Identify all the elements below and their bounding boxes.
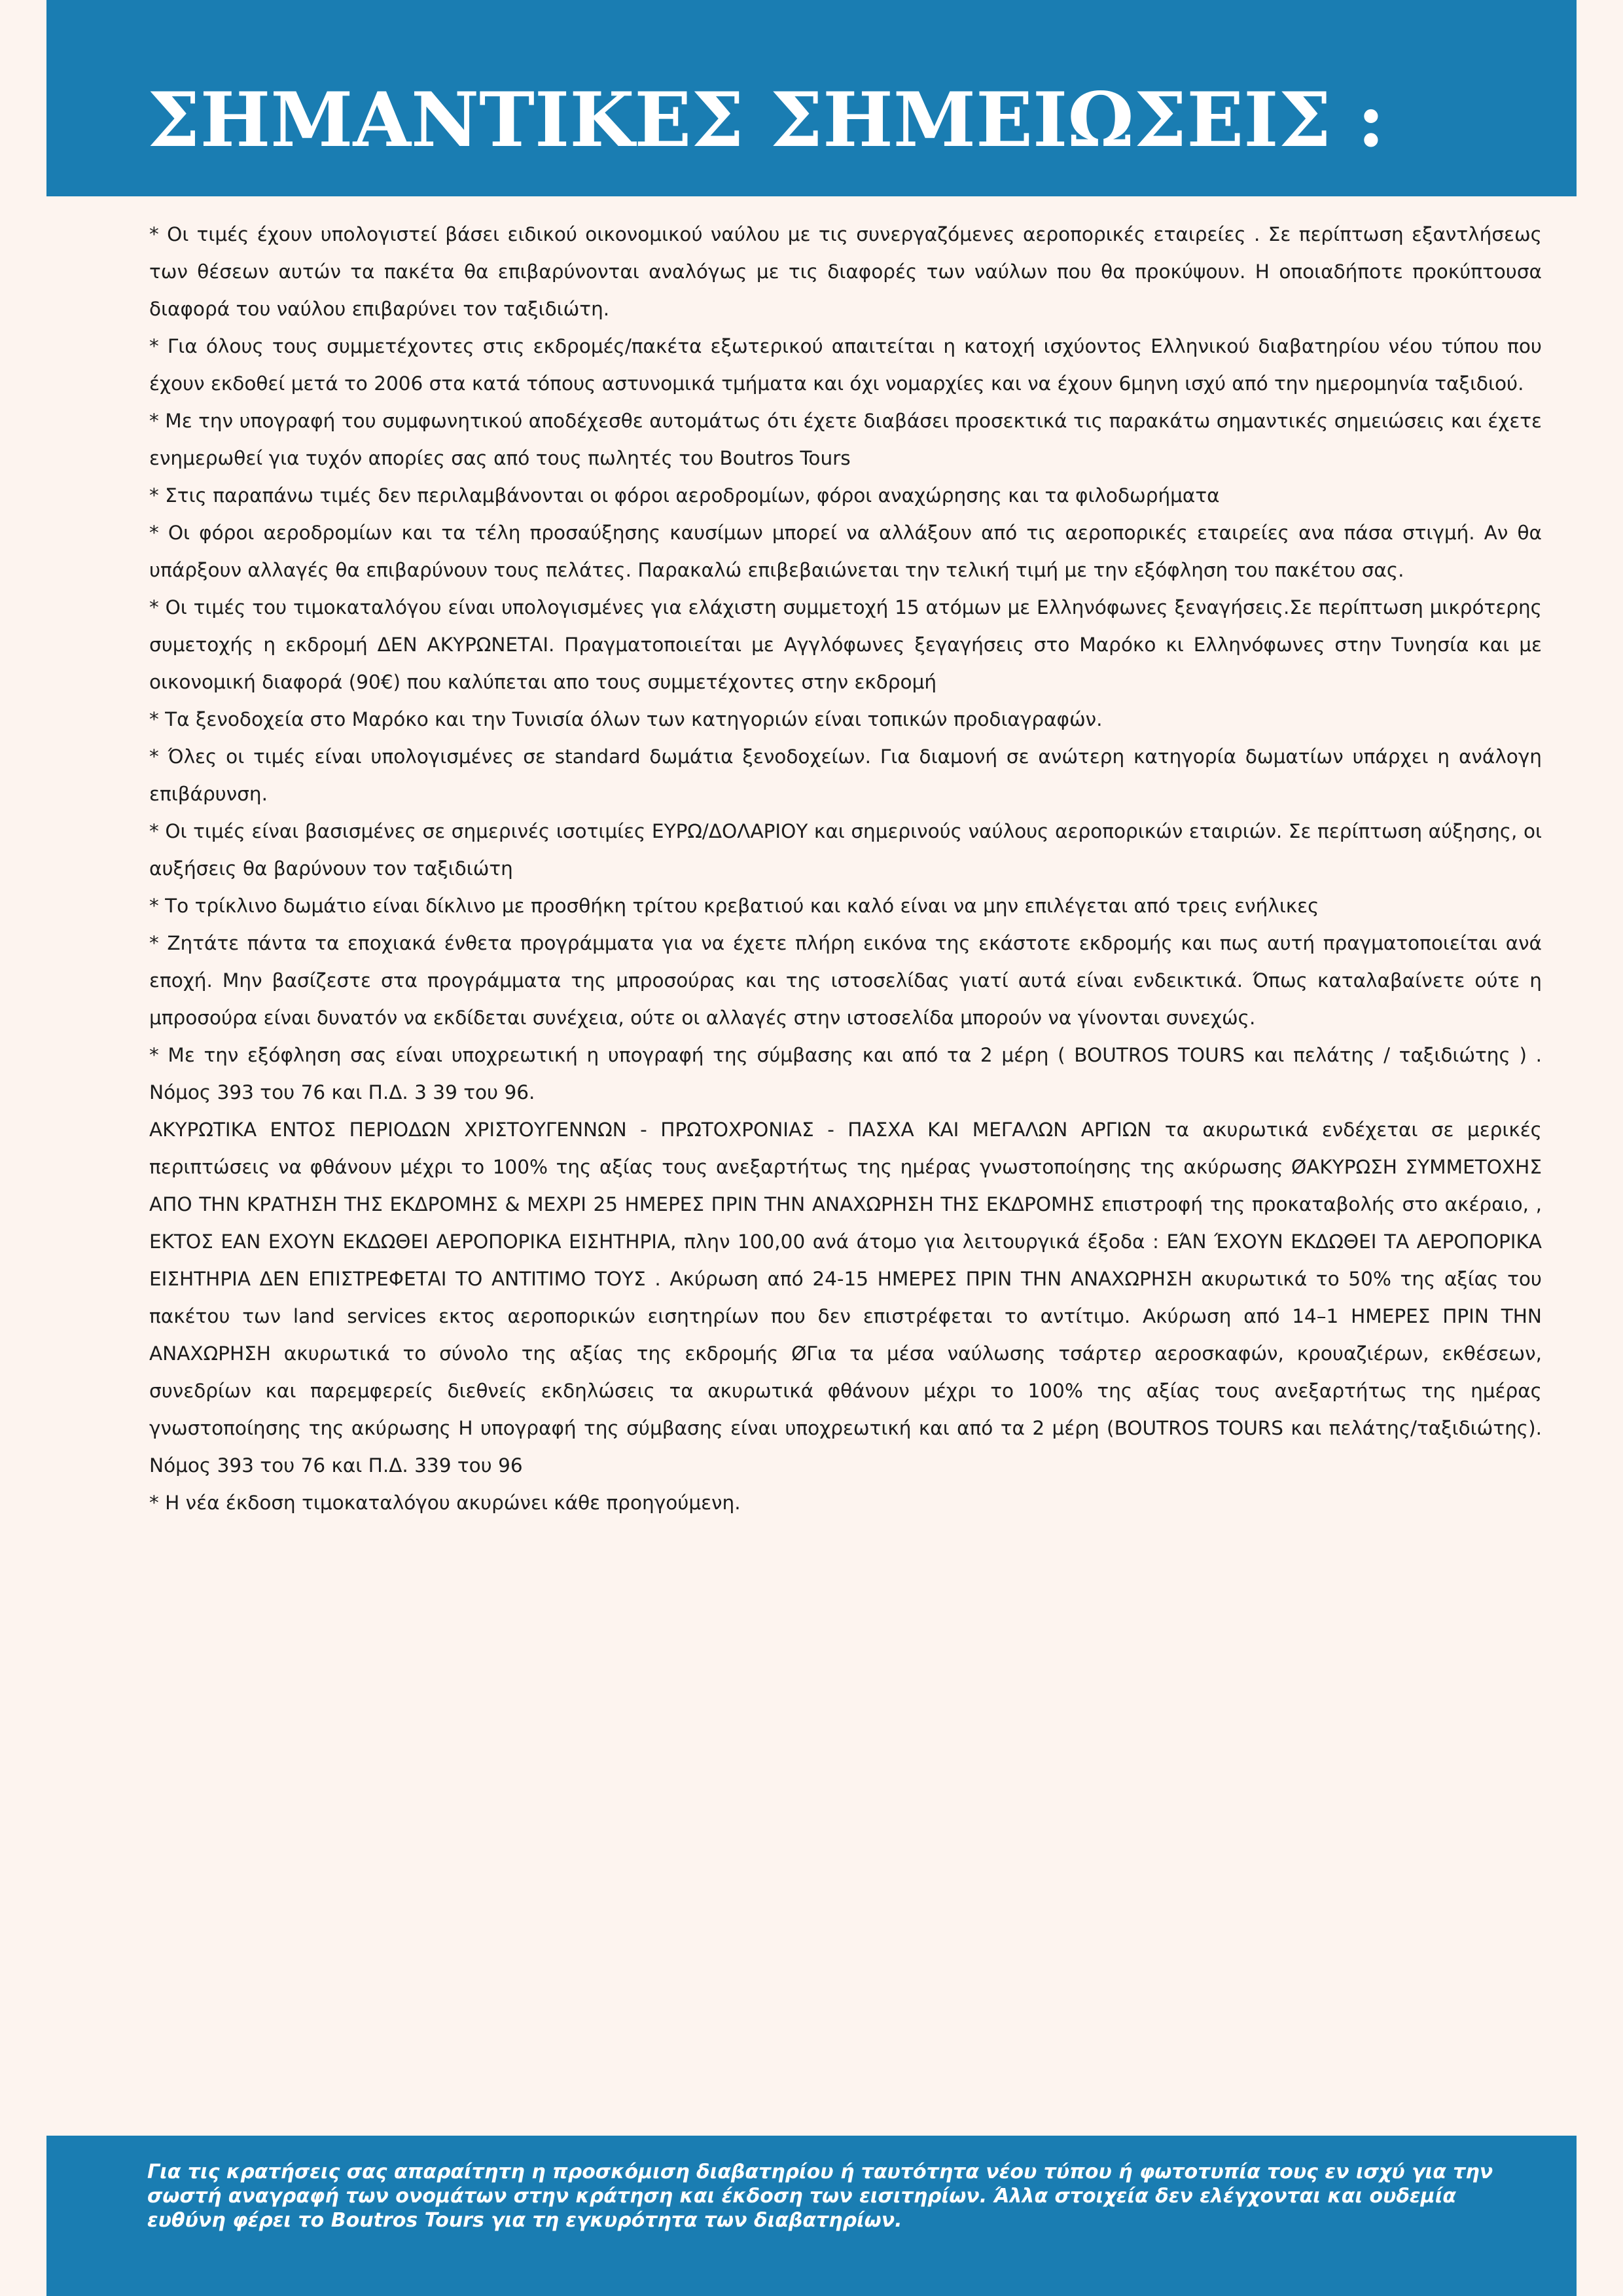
note-new-catalog: * Η νέα έκδοση τιμοκαταλόγου ακυρώνει κάθε προηγούμενη. [149,1492,741,1514]
note-triple-room: * Το τρίκλινο δωμάτιο είναι δίκλινο με προσθήκη τρίτου κρεβατιού και καλό είναι να μην επιλέγεται από τρεις ενήλικες [149,895,1319,917]
note-taxes-not-included: * Στις παραπάνω τιμές δεν περιλαμβάνονται οι φόροι αεροδρομίων, φόροι αναχώρησης και τα φιλοδωρήματα [149,484,1220,507]
note-contract-signature: * Με την εξόφληση σας είναι υποχρεωτική η υπογραφή της σύμβασης και από τα 2 μέρη ( BOUTROS TOURS και πελάτης / ταξιδιώτης ) . Νόμος 393 του 76 και Π.Δ. 3 39 του 96. [149,1044,1542,1103]
note-seasonal-programs: * Ζητάτε πάντα τα εποχιακά ένθετα προγράμματα για να έχετε πλήρη εικόνα της εκάστοτε εκδρομής και πως αυτή πραγματοποιείται ανά εποχή. Μην βασίζεστε στα προγράμματα της μπροσούρας και της ιστοσελίδας γιατί αυτά είναι ενδεικτικά. Όπως καταλαβαίνετε ούτε η μπροσούρα είναι δυνατόν να εκδίδεται συνέχεια, ούτε οι αλλαγές στην ιστοσελίδα μπορούν να γίνονται συνεχώς. [149,932,1542,1029]
note-fuel-surcharge: * Οι φόροι αεροδρομίων και τα τέλη προσαύξησης καυσίμων μπορεί να αλλάξουν από τις αεροπορικές εταιρείες ανα πάσα στιγμή. Αν θα υπάρξουν αλλαγές θα επιβαρύνουν τους πελάτες. Παρακαλώ επιβεβαιώνεται την τελική τιμή με την εξόφληση του πακέτου σας. [149,522,1542,581]
note-passport-requirement: * Για όλους τους συμμετέχοντες στις εκδρομές/πακέτα εξωτερικού απαιτείται η κατοχή ισχύοντος Ελληνικού διαβατηρίου νέου τύπου που έχουν εκδοθεί μετά το 2006 στα κατά τόπους αστυνομικά τμήματα και όχι νομαρχίες και να έχουν 6μηνη ισχύ από την ημερομηνία ταξιδιού. [149,335,1542,395]
note-standard-rooms: * Όλες οι τιμές είναι υπολογισμένες σε standard δωμάτια ξενοδοχείων. Για διαμονή σε ανώτερη κατηγορία δωματίων υπάρχει η ανάλογη επιβάρυνση. [149,745,1542,805]
note-fare-pricing: * Οι τιμές έχουν υπολογιστεί βάσει ειδικού οικονομικού ναύλου με τις συνεργαζόμενες αεροπορικές εταιρείες . Σε περίπτωση εξαντλήσεως των θέσεων αυτών τα πακέτα θα επιβαρύνονται αναλόγως με τις διαφορές των ναύλων που θα προκύψουν. Η οποιαδήποτε προκύπτουσα διαφορά του ναύλου επιβαρύνει τον ταξιδιώτη. [149,223,1542,320]
note-cancellation-policy: ΑΚΥΡΩΤΙΚΑ ΕΝΤΟΣ ΠΕΡΙΟΔΩΝ ΧΡΙΣΤΟΥΓΕΝΝΩΝ - ΠΡΩΤΟΧΡΟΝΙΑΣ - ΠΑΣΧΑ ΚΑΙ ΜΕΓΑΛΩΝ ΑΡΓΙΩΝ τα ακυρωτικά ενδέχεται σε μερικές περιπτώσεις να φθάνουν μέχρι το 100% της αξίας τους ανεξαρτήτως της ημέρας γνωστοποίησης της ακύρωσης ØΑΚΥΡΩΣΗ ΣΥΜΜΕΤΟΧΗΣ ΑΠΟ ΤΗΝ ΚΡΑΤΗΣΗ ΤΗΣ ΕΚΔΡΟΜΗΣ & ΜΕΧΡΙ 25 ΗΜΕΡΕΣ ΠΡΙΝ ΤΗΝ ΑΝΑΧΩΡΗΣΗ ΤΗΣ ΕΚΔΡΟΜΗΣ επιστροφή της προκαταβολής στο ακέραιο, , ΕΚΤΟΣ ΕΑΝ ΕΧΟΥΝ ΕΚΔΩΘΕΙ ΑΕΡΟΠΟΡΙΚΑ ΕΙΣΗΤΗΡΙΑ, πλην 100,00 ανά άτομο για λειτουργικά έξοδα : ΕΆΝ ΈΧΟΥΝ ΕΚΔΩΘΕΙ ΤΑ ΑΕΡΟΠΟΡΙΚΑ ΕΙΣΗΤΗΡΙΑ ΔΕΝ ΕΠΙΣΤΡΕΦΕΤΑΙ ΤΟ ΑΝΤΙΤΙΜΟ ΤΟΥΣ . Ακύρωση από 24-15 ΗΜΕΡΕΣ ΠΡΙΝ ΤΗΝ ΑΝΑΧΩΡΗΣΗ ακυρωτικά το 50% της αξίας του πακέτου των land services εκτος αεροπορικών εισητηρίων που δεν επιστρέφεται το αντίτιμο. Ακύρωση από 14–1 ΗΜΕΡΕΣ ΠΡΙΝ ΤΗΝ ΑΝΑΧΩΡΗΣΗ ακυρωτικά το σύνολο της αξίας της εκδρομής ØΓια τα μέσα ναύλωσης τσάρτερ αεροσκαφών, κρουαζιέρων, εκθέσεων, συνεδρίων και παρεμφερείς διεθνείς εκδηλώσεις τα ακυρωτικά φθάνουν μέχρι το 100% της αξίας τους ανεξαρτήτως της ημέρας γνωστοποίησης της ακύρωσης Η υπογραφή της σύμβασης είναι υποχρεωτική και από τα 2 μέρη (BOUTROS TOURS και πελάτης/ταξιδιώτης). Νόμος 393 του 76 και Π.Δ. 339 του 96 [149,1119,1542,1477]
note-agreement-acceptance: * Με την υπογραφή του συμφωνητικού αποδέχεσθε αυτομάτως ότι έχετε διαβάσει προσεκτικά τις παρακάτω σημαντικές σημειώσεις και έχετε ενημερωθεί για τυχόν απορίες σας από τους πωλητές του Boutros Tours [149,410,1542,469]
note-exchange-rates: * Οι τιμές είναι βασισμένες σε σημερινές ισοτιμίες ΕΥΡΩ/ΔΟΛΑΡΙΟΥ και σημερινούς ναύλους αεροπορικών εταιριών. Σε περίπτωση αύξησης, οι αυξήσεις θα βαρύνουν τον ταξιδιώτη [149,820,1542,880]
page-title: ΣΗΜΑΝΤΙΚΕΣ ΣΗΜΕΙΩΣΕΙΣ : [147,76,1385,164]
note-minimum-participation: * Οι τιμές του τιμοκαταλόγου είναι υπολογισμένες για ελάχιστη συμμετοχή 15 ατόμων με Ελληνόφωνες ξεναγήσεις.Σε περίπτωση μικρότερης συμετοχής η εκδρομή ΔΕΝ ΑΚΥΡΩΝΕΤΑΙ. Πραγματοποιείται με Αγγλόφωνες ξεγαγήσεις στο Μαρόκο κι Ελληνόφωνες στην Τυνησία και με οικονομική διαφορά (90€) που καλύπεται απο τους συμμετέχοντες στην εκδρομή [149,596,1542,693]
footer-disclaimer: Για τις κρατήσεις σας απαραίτητη η προσκόμιση διαβατηρίου ή ταυτότητα νέου τύπου ή φωτοτυπία τους εν ισχύ για την σωστή αναγραφή των ονομάτων στην κράτηση και έκδοση των εισιτηρίων. Άλλα στοιχεία δεν ελέγχονται και ουδεμία ευθύνη φέρει το Boutros Tours για τη εγκυρότητα των διαβατηρίων. [147,2161,1493,2232]
note-hotel-standards: * Τα ξενοδοχεία στο Μαρόκο και την Τυνισία όλων των κατηγοριών είναι τοπικών προδιαγραφών. [149,708,1103,730]
notes-list [149,216,1542,1522]
